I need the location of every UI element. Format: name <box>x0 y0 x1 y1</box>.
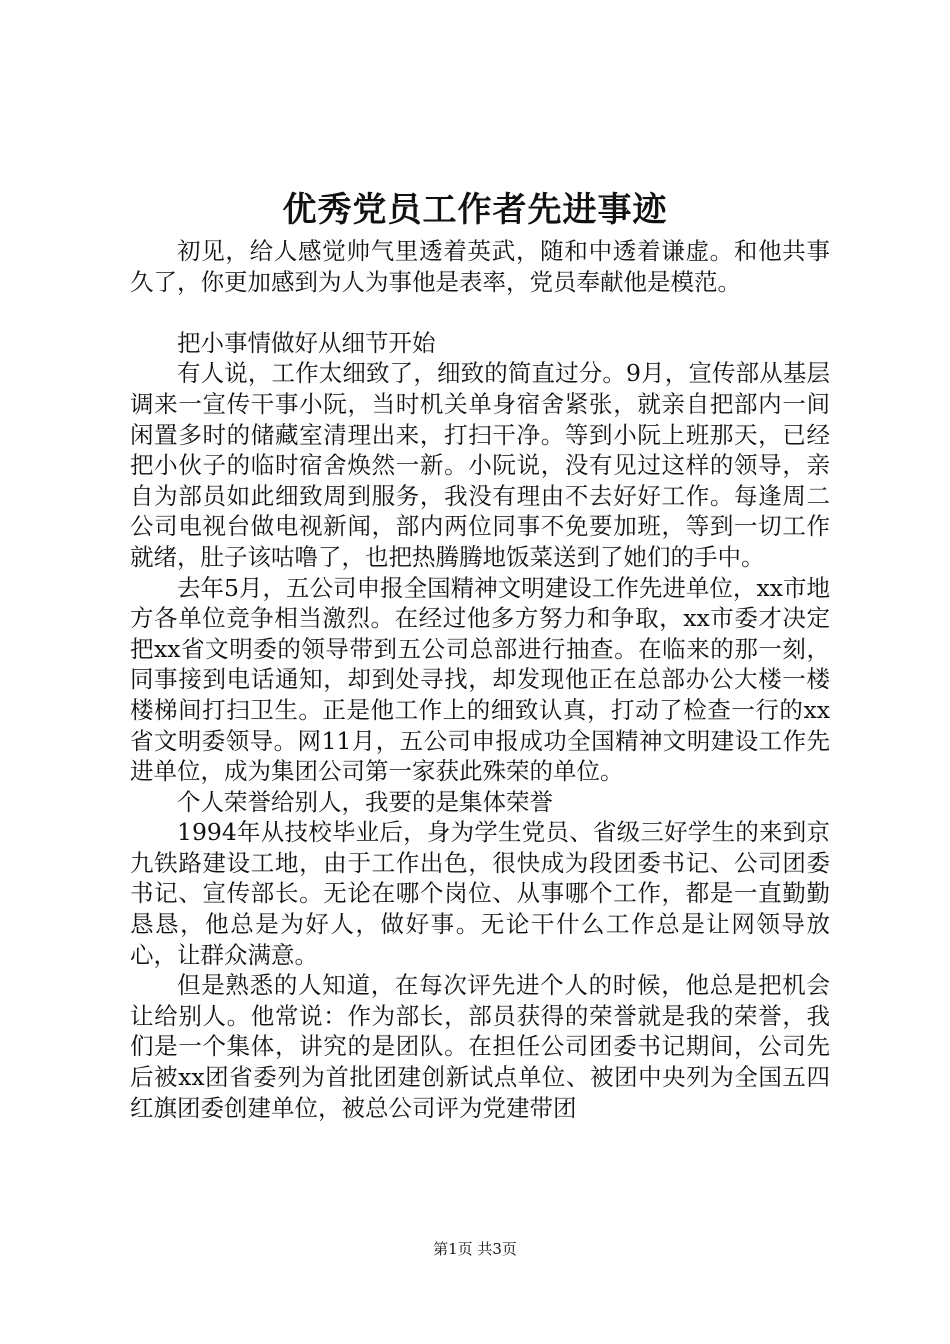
body-paragraph: 但是熟悉的人知道，在每次评先进个人的时候，他总是把机会让给别人。他常说：作为部长，部员获得的荣誉就是我的荣誉，我们是一个集体，讲究的是团队。在担任公司团委书记期间，公司先后被xx团省委列为首批团建创新试点单位、被团中央列为全国五四红旗团委创建单位，被总公司评为党建带团 <box>130 971 830 1122</box>
page-footer: 第1页 共3页 <box>433 1240 517 1258</box>
section-heading: 把小事情做好从细节开始 <box>177 328 436 357</box>
paragraph-gap <box>130 297 830 328</box>
document-title: 优秀党员工作者先进事迹 <box>282 190 668 230</box>
document-body <box>130 236 830 1123</box>
body-paragraph: 有人说，工作太细致了，细致的简直过分。9月，宣传部从基层调来一宣传干事小阮，当时机关单身宿舍紧张，就亲自把部内一间闲置多时的储藏室清理出来，打扫干净。等到小阮上班那天，已经把小伙子的临时宿舍焕然一新。小阮说，没有见过这样的领导，亲自为部员如此细致周到服务，我没有理由不去好好工作。每逢周二公司电视台做电视新闻，部内两位同事不免要加班，等到一切工作就绪，肚子该咕噜了，也把热腾腾地饭菜送到了她们的手中。 <box>130 359 830 571</box>
body-paragraph: 去年5月，五公司申报全国精神文明建设工作先进单位，xx市地方各单位竞争相当激烈。在经过他多方努力和争取，xx市委才决定把xx省文明委的领导带到五公司总部进行抽查。在临来的那一刻，同事接到电话通知，却到处寻找，却发现他正在总部办公大楼一楼楼梯间打扫卫生。正是他工作上的细致认真，打动了检查一行的xx省文明委领导。网11月，五公司申报成功全国精神文明建设工作先进单位，成为集团公司第一家获此殊荣的单位。 <box>130 573 830 786</box>
section-heading: 个人荣誉给别人，我要的是集体荣誉 <box>177 787 553 816</box>
body-paragraph: 初见，给人感觉帅气里透着英武，随和中透着谦虚。和他共事久了，你更加感到为人为事他是表率，党员奉献他是模范。 <box>130 237 830 296</box>
body-paragraph: 1994年从技校毕业后，身为学生党员、省级三好学生的来到京九铁路建设工地，由于工作出色，很快成为段团委书记、公司团委书记、宣传部长。无论在哪个岗位、从事哪个工作，都是一直勤勤恳恳，他总是为好人，做好事。无论干什么工作总是让网领导放心，让群众满意。 <box>130 818 830 969</box>
